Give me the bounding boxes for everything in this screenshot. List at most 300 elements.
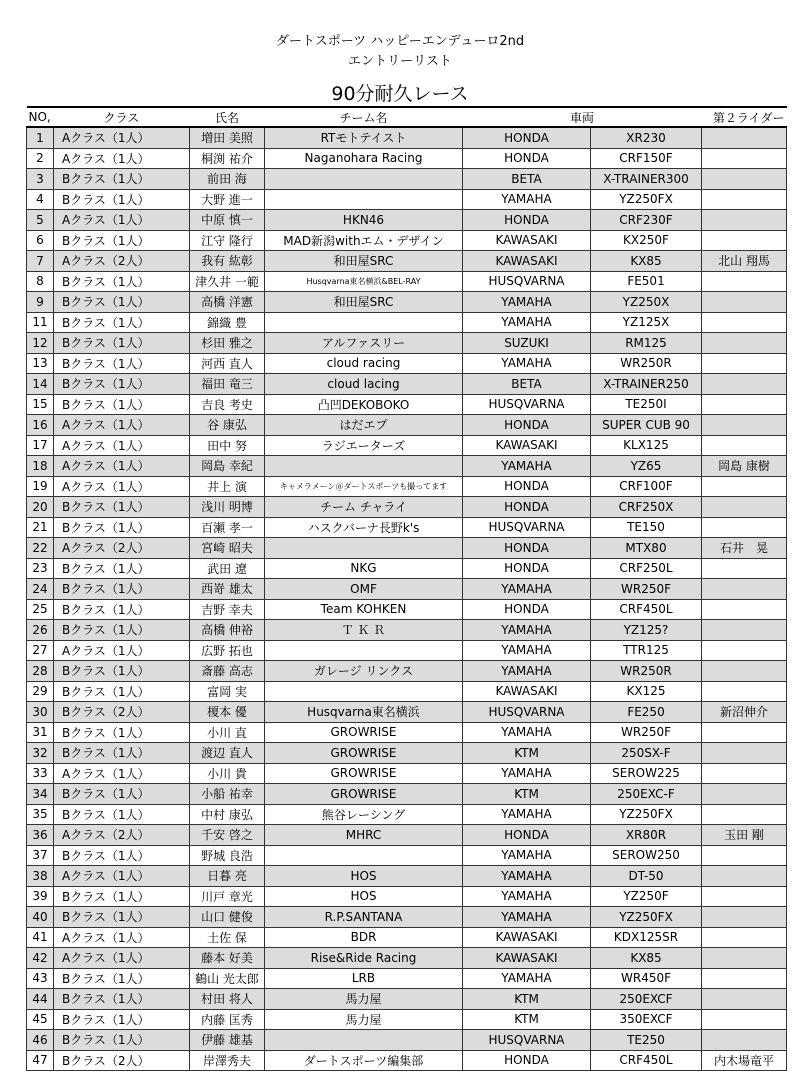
cell-rider2 [702,497,787,518]
col-header-class: クラス [54,107,190,127]
cell-no: 46 [27,1030,54,1051]
cell-model: CRF450L [591,1050,702,1071]
cell-rider2 [702,476,787,497]
cell-team: HOS [265,886,463,907]
cell-no: 42 [27,948,54,969]
table-row [27,456,787,477]
cell-rider2 [702,435,787,456]
cell-maker: HUSQVARNA [463,517,591,538]
cell-model: YZ125? [591,620,702,641]
table-header-row [27,107,787,127]
table-row [27,558,787,579]
cell-maker: YAMAHA [463,640,591,661]
cell-model: DT-50 [591,866,702,887]
table-row [27,271,787,292]
table-row [27,579,787,600]
cell-no: 9 [27,292,54,313]
cell-class: Bクラス（1人） [54,620,190,641]
cell-name: 桐渕 祐介 [190,148,265,169]
cell-maker: YAMAHA [463,579,591,600]
table-row [27,435,787,456]
cell-model: WR450F [591,968,702,989]
cell-team: Husqvarna東名横浜 [265,702,463,723]
cell-maker: HONDA [463,558,591,579]
cell-name: 鶴山 光太郎 [190,968,265,989]
cell-team: NKG [265,558,463,579]
cell-maker: YAMAHA [463,292,591,313]
cell-name: 高橋 伸裕 [190,620,265,641]
col-header-name: 氏名 [190,107,265,127]
cell-no: 23 [27,558,54,579]
cell-model: CRF150F [591,148,702,169]
cell-team: ガレージ リンクス [265,661,463,682]
cell-team: GROWRISE [265,743,463,764]
table-row [27,866,787,887]
cell-rider2 [702,968,787,989]
cell-no: 32 [27,743,54,764]
cell-team: 熊谷レーシング [265,804,463,825]
cell-no: 20 [27,497,54,518]
table-row [27,743,787,764]
cell-class: Bクラス（1人） [54,907,190,928]
table-row [27,517,787,538]
table-row [27,189,787,210]
cell-class: Aクラス（2人） [54,538,190,559]
cell-team: MHRC [265,825,463,846]
cell-class: Aクラス（2人） [54,251,190,272]
cell-team [265,1030,463,1051]
cell-model: TE250 [591,1030,702,1051]
cell-team: HOS [265,866,463,887]
cell-no: 8 [27,271,54,292]
cell-model: CRF100F [591,476,702,497]
cell-maker: YAMAHA [463,620,591,641]
cell-no: 45 [27,1009,54,1030]
cell-class: Bクラス（1人） [54,886,190,907]
cell-team: MAD新潟withエム・デザイン [265,230,463,251]
cell-maker: HUSQVARNA [463,271,591,292]
cell-rider2 [702,866,787,887]
cell-model: TE250I [591,394,702,415]
table-row [27,722,787,743]
cell-rider2 [702,312,787,333]
cell-maker: YAMAHA [463,189,591,210]
cell-team: R.P.SANTANA [265,907,463,928]
cell-model: KDX125SR [591,927,702,948]
document-title: ダートスポーツ ハッピーエンデューロ2nd [275,34,525,49]
cell-team: HKN46 [265,210,463,231]
cell-model: CRF230F [591,210,702,231]
cell-no: 38 [27,866,54,887]
cell-rider2 [702,517,787,538]
table-row [27,312,787,333]
cell-model: YZ125X [591,312,702,333]
cell-no: 14 [27,374,54,395]
cell-rider2 [702,1030,787,1051]
cell-team: ダートスポーツ編集部 [265,1050,463,1071]
table-row [27,907,787,928]
col-header-vehicle: 車両 [463,107,702,127]
cell-model: X-TRAINER300 [591,169,702,190]
cell-rider2 [702,148,787,169]
cell-team [265,681,463,702]
cell-team: Rise&Ride Racing [265,948,463,969]
table-row [27,230,787,251]
cell-maker: YAMAHA [463,763,591,784]
cell-no: 39 [27,886,54,907]
cell-rider2 [702,927,787,948]
cell-team: Naganohara Racing [265,148,463,169]
cell-name: 谷 康弘 [190,415,265,436]
cell-no: 44 [27,989,54,1010]
cell-name: 福田 竜三 [190,374,265,395]
cell-team: ラジエーターズ [265,435,463,456]
cell-class: Aクラス（1人） [54,127,190,148]
table-row [27,1009,787,1030]
cell-maker: KTM [463,743,591,764]
cell-team: OMF [265,579,463,600]
table-row [27,127,787,148]
cell-rider2 [702,681,787,702]
cell-class: Bクラス（1人） [54,681,190,702]
cell-rider2: 玉田 剛 [702,825,787,846]
cell-rider2 [702,743,787,764]
col-header-team: チーム名 [265,107,463,127]
cell-model: 250EXC-F [591,784,702,805]
cell-no: 43 [27,968,54,989]
cell-name: 河西 直人 [190,353,265,374]
cell-class: Bクラス（1人） [54,394,190,415]
cell-no: 31 [27,722,54,743]
cell-team [265,845,463,866]
cell-name: 渡辺 直人 [190,743,265,764]
cell-class: Bクラス（1人） [54,517,190,538]
cell-rider2 [702,230,787,251]
cell-no: 18 [27,456,54,477]
table-row [27,763,787,784]
cell-class: Aクラス（1人） [54,456,190,477]
cell-no: 15 [27,394,54,415]
cell-team: LRB [265,968,463,989]
table-row [27,784,787,805]
cell-maker: HUSQVARNA [463,702,591,723]
cell-class: Bクラス（1人） [54,1009,190,1030]
cell-name: 日暮 亮 [190,866,265,887]
cell-team: Husqvarna東名横浜&BEL-RAY [265,271,463,292]
cell-maker: YAMAHA [463,312,591,333]
cell-team: 和田屋SRC [265,292,463,313]
cell-no: 3 [27,169,54,190]
cell-no: 17 [27,435,54,456]
cell-name: 中村 康弘 [190,804,265,825]
table-row [27,1030,787,1051]
cell-name: 高橋 洋憲 [190,292,265,313]
table-row [27,148,787,169]
cell-maker: YAMAHA [463,353,591,374]
cell-maker: YAMAHA [463,845,591,866]
cell-maker: HONDA [463,825,591,846]
cell-rider2 [702,845,787,866]
cell-model: WR250F [591,722,702,743]
cell-name: 我有 紘彰 [190,251,265,272]
cell-rider2 [702,907,787,928]
cell-rider2 [702,394,787,415]
cell-name: 小船 祐幸 [190,784,265,805]
cell-name: 前田 海 [190,169,265,190]
cell-name: 斎藤 高志 [190,661,265,682]
cell-no: 2 [27,148,54,169]
cell-no: 36 [27,825,54,846]
cell-model: XR230 [591,127,702,148]
cell-class: Bクラス（1人） [54,558,190,579]
table-row [27,620,787,641]
cell-rider2 [702,579,787,600]
cell-no: 37 [27,845,54,866]
cell-maker: HONDA [463,1050,591,1071]
cell-class: Aクラス（1人） [54,763,190,784]
cell-name: 津久井 一範 [190,271,265,292]
cell-team: アルファスリー [265,333,463,354]
cell-rider2 [702,292,787,313]
cell-no: 26 [27,620,54,641]
cell-class: Bクラス（1人） [54,497,190,518]
cell-team: チーム チャライ [265,497,463,518]
cell-no: 28 [27,661,54,682]
cell-class: Bクラス（1人） [54,784,190,805]
table-row [27,476,787,497]
cell-name: 百瀬 孝一 [190,517,265,538]
cell-maker: YAMAHA [463,804,591,825]
cell-name: 大野 進一 [190,189,265,210]
table-row [27,333,787,354]
cell-no: 29 [27,681,54,702]
cell-maker: YAMAHA [463,722,591,743]
cell-no: 13 [27,353,54,374]
cell-class: Bクラス（1人） [54,1030,190,1051]
cell-maker: BETA [463,169,591,190]
cell-name: 榎本 優 [190,702,265,723]
cell-model: 250EXCF [591,989,702,1010]
cell-class: Aクラス（1人） [54,640,190,661]
cell-model: WR250F [591,579,702,600]
table-row [27,702,787,723]
cell-model: SUPER CUB 90 [591,415,702,436]
cell-rider2 [702,640,787,661]
cell-name: 吉良 考史 [190,394,265,415]
cell-model: YZ250FX [591,907,702,928]
cell-model: CRF250X [591,497,702,518]
table-row [27,1050,787,1071]
cell-class: Bクラス（1人） [54,169,190,190]
cell-name: 内藤 匡秀 [190,1009,265,1030]
table-row [27,845,787,866]
cell-class: Bクラス（1人） [54,374,190,395]
table-row [27,927,787,948]
cell-rider2: 石井 晃 [702,538,787,559]
cell-no: 12 [27,333,54,354]
cell-rider2 [702,415,787,436]
cell-model: YZ250FX [591,189,702,210]
cell-model: KLX125 [591,435,702,456]
cell-class: Aクラス（1人） [54,415,190,436]
cell-model: SEROW250 [591,845,702,866]
cell-class: Aクラス（1人） [54,435,190,456]
cell-rider2 [702,558,787,579]
cell-rider2 [702,353,787,374]
cell-maker: KAWASAKI [463,230,591,251]
cell-name: 藤本 好美 [190,948,265,969]
table-row [27,210,787,231]
cell-class: Bクラス（1人） [54,743,190,764]
cell-class: Aクラス（1人） [54,927,190,948]
cell-class: Bクラス（1人） [54,845,190,866]
cell-no: 40 [27,907,54,928]
cell-rider2 [702,374,787,395]
cell-rider2 [702,271,787,292]
cell-name: 伊藤 雄基 [190,1030,265,1051]
cell-name: 中原 慎一 [190,210,265,231]
cell-model: 250SX-F [591,743,702,764]
cell-no: 30 [27,702,54,723]
cell-class: Aクラス（1人） [54,210,190,231]
cell-no: 1 [27,127,54,148]
table-row [27,394,787,415]
cell-maker: HUSQVARNA [463,394,591,415]
cell-team: GROWRISE [265,722,463,743]
cell-maker: YAMAHA [463,456,591,477]
cell-name: 江守 隆行 [190,230,265,251]
cell-rider2 [702,599,787,620]
cell-class: Bクラス（1人） [54,579,190,600]
cell-team: はだエプ [265,415,463,436]
cell-team [265,312,463,333]
table-row [27,681,787,702]
table-row [27,353,787,374]
cell-no: 7 [27,251,54,272]
cell-model: KX125 [591,681,702,702]
cell-name: 錦織 豊 [190,312,265,333]
cell-name: 宮崎 昭夫 [190,538,265,559]
cell-no: 11 [27,312,54,333]
cell-model: RM125 [591,333,702,354]
document-subtitle: エントリーリスト [348,54,452,69]
table-row [27,169,787,190]
cell-maker: YAMAHA [463,866,591,887]
cell-name: 村田 将人 [190,989,265,1010]
cell-no: 4 [27,189,54,210]
cell-model: YZ65 [591,456,702,477]
cell-team: キャメラメーン＠ダートスポーツも撮ってます [265,476,463,497]
cell-maker: HONDA [463,538,591,559]
table-row [27,968,787,989]
cell-name: 広野 拓也 [190,640,265,661]
cell-rider2 [702,661,787,682]
cell-team [265,169,463,190]
cell-class: Bクラス（1人） [54,804,190,825]
cell-name: 西嵜 雄太 [190,579,265,600]
cell-rider2 [702,127,787,148]
cell-maker: HONDA [463,210,591,231]
cell-no: 5 [27,210,54,231]
cell-no: 33 [27,763,54,784]
table-row [27,804,787,825]
cell-maker: HONDA [463,599,591,620]
cell-team: RTモトテイスト [265,127,463,148]
cell-name: 岸澤秀夫 [190,1050,265,1071]
cell-name: 川戸 章光 [190,886,265,907]
cell-class: Bクラス（1人） [54,722,190,743]
cell-maker: HONDA [463,497,591,518]
cell-rider2 [702,763,787,784]
cell-name: 山口 健俊 [190,907,265,928]
cell-model: SEROW225 [591,763,702,784]
cell-team: cloud lacing [265,374,463,395]
cell-class: Aクラス（1人） [54,148,190,169]
cell-maker: SUZUKI [463,333,591,354]
cell-no: 21 [27,517,54,538]
cell-rider2: 北山 翔馬 [702,251,787,272]
cell-name: 土佐 保 [190,927,265,948]
table-row [27,640,787,661]
cell-class: Bクラス（1人） [54,353,190,374]
cell-class: Bクラス（2人） [54,1050,190,1071]
cell-model: FE501 [591,271,702,292]
cell-name: 浅川 明博 [190,497,265,518]
cell-name: 井上 演 [190,476,265,497]
cell-rider2 [702,722,787,743]
cell-rider2 [702,210,787,231]
cell-team: Team KOHKEN [265,599,463,620]
cell-name: 杉田 雅之 [190,333,265,354]
table-row [27,661,787,682]
table-row [27,599,787,620]
cell-rider2 [702,784,787,805]
cell-model: TE150 [591,517,702,538]
cell-no: 22 [27,538,54,559]
cell-maker: HONDA [463,127,591,148]
cell-class: Aクラス（1人） [54,948,190,969]
cell-team [265,456,463,477]
table-row [27,497,787,518]
cell-model: WR250R [591,353,702,374]
table-row [27,825,787,846]
cell-team: 和田屋SRC [265,251,463,272]
cell-maker: KAWASAKI [463,927,591,948]
cell-maker: HONDA [463,476,591,497]
cell-model: TTR125 [591,640,702,661]
cell-maker: KTM [463,1009,591,1030]
table-row [27,292,787,313]
cell-rider2 [702,989,787,1010]
cell-model: X-TRAINER250 [591,374,702,395]
cell-name: 小川 貴 [190,763,265,784]
table-row [27,415,787,436]
cell-model: WR250R [591,661,702,682]
cell-team: 馬力屋 [265,1009,463,1030]
table-row [27,538,787,559]
cell-no: 41 [27,927,54,948]
cell-model: FE250 [591,702,702,723]
cell-maker: KTM [463,989,591,1010]
cell-maker: YAMAHA [463,661,591,682]
cell-maker: HUSQVARNA [463,1030,591,1051]
cell-class: Bクラス（1人） [54,292,190,313]
cell-maker: KAWASAKI [463,251,591,272]
cell-model: XR80R [591,825,702,846]
cell-name: 野城 良浩 [190,845,265,866]
cell-class: Bクラス（1人） [54,599,190,620]
table-row [27,989,787,1010]
